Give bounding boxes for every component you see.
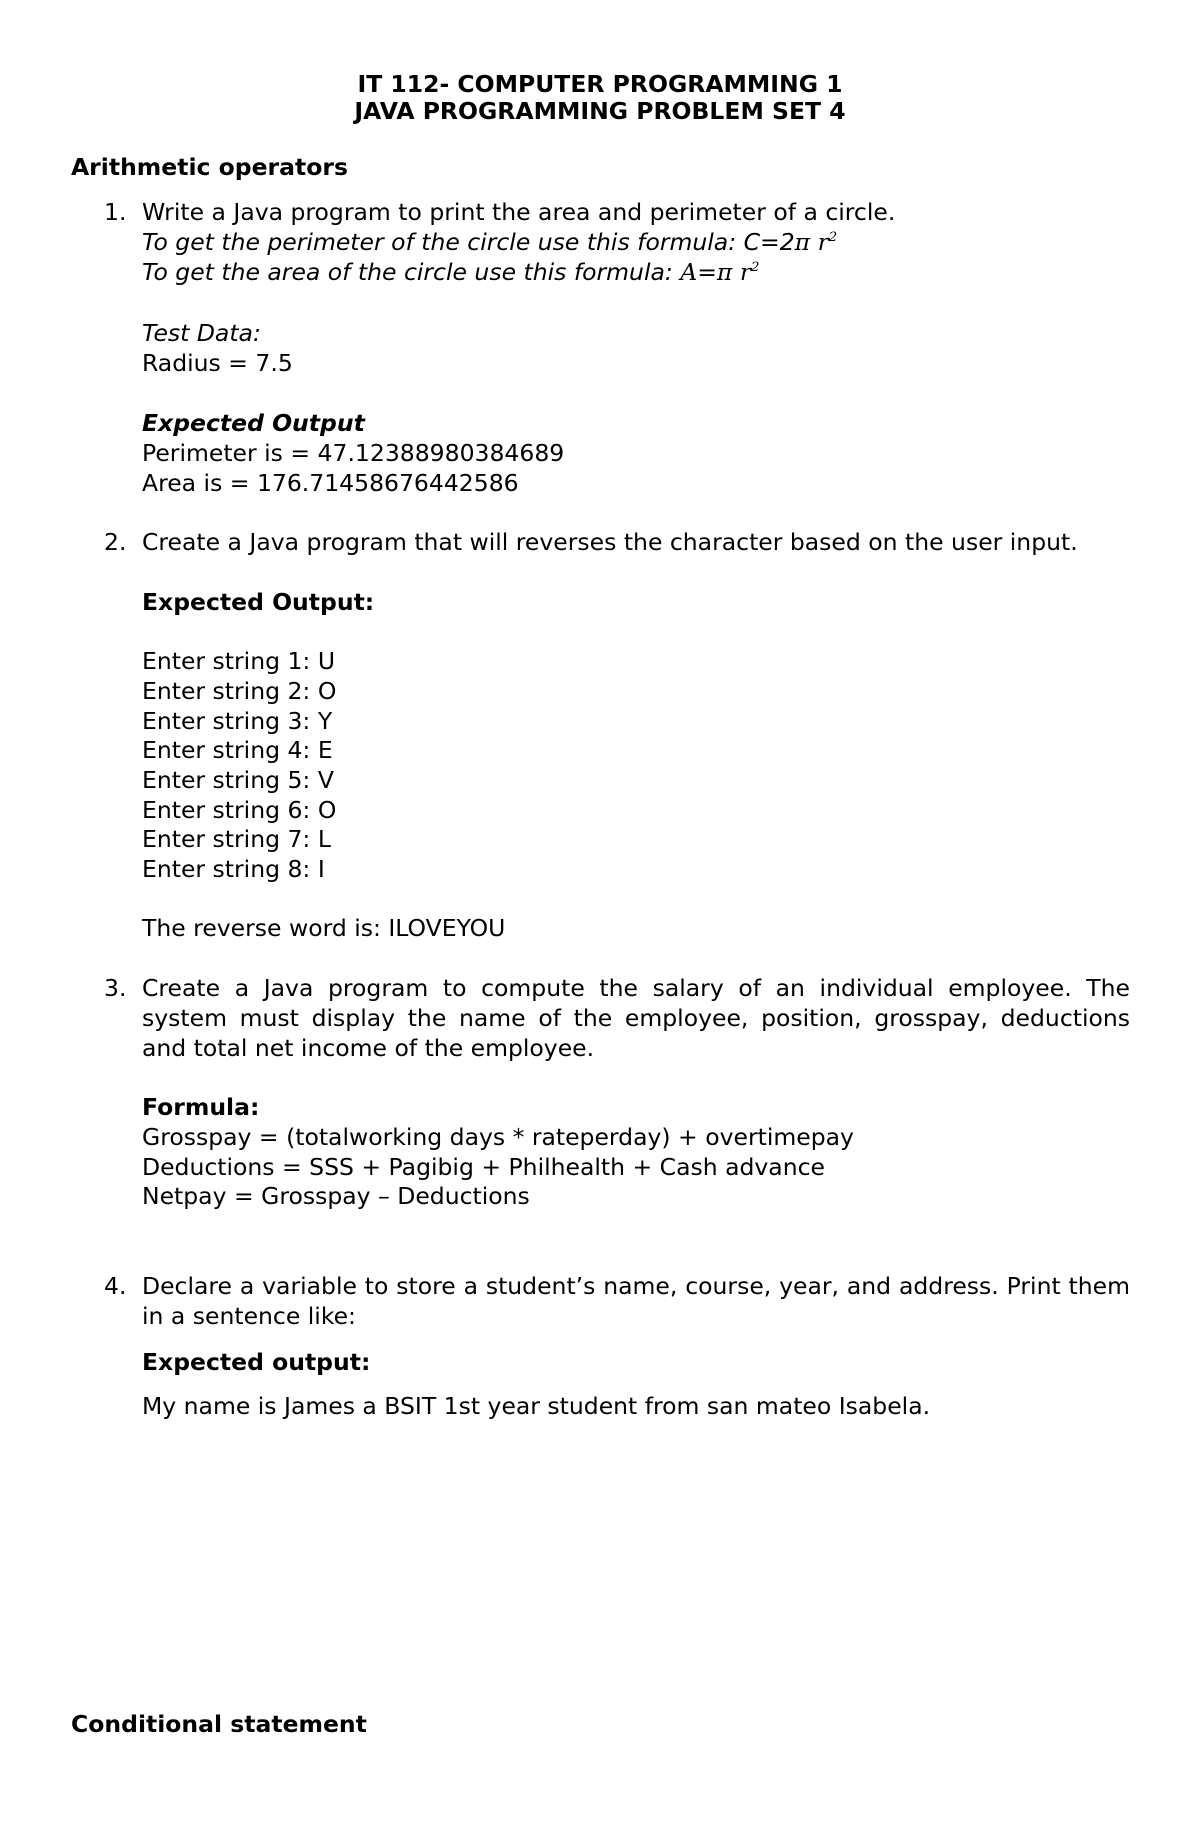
problem-1-test-value: Radius = 7.5 xyxy=(142,349,293,377)
perimeter-formula-c: C=2 xyxy=(743,228,795,256)
problem-1-area-formula xyxy=(142,257,759,287)
area-formula-a: A=π r xyxy=(680,258,752,286)
problem-4-text-line-2: in a sentence like: xyxy=(142,1302,356,1330)
problem-1-perimeter-formula xyxy=(142,227,837,257)
problem-4-number: 4. xyxy=(104,1272,127,1300)
problem-3-deductions: Deductions = SSS + Pagibig + Philhealth + Cash advance xyxy=(142,1153,825,1181)
area-formula-exponent: 2 xyxy=(751,260,760,276)
input-line: Enter string 1: U xyxy=(142,647,336,675)
problem-2-output-label: Expected Output: xyxy=(142,588,375,616)
set-title: JAVA PROGRAMMING PROBLEM SET 4 xyxy=(354,97,846,125)
problem-1-number: 1. xyxy=(104,198,127,226)
problem-1-output-area: Area is = 176.71458676442586 xyxy=(142,469,519,497)
problem-3-text-line-1: Create a Java program to compute the salary of an individual employee. The xyxy=(142,974,1130,1002)
problem-3-text-line-3: and total net income of the employee. xyxy=(142,1034,595,1062)
input-line: Enter string 4: E xyxy=(142,736,333,764)
course-title: IT 112- COMPUTER PROGRAMMING 1 xyxy=(357,70,843,98)
problem-1-output-perimeter: Perimeter is = 47.12388980384689 xyxy=(142,439,565,467)
input-line: Enter string 8: I xyxy=(142,855,325,883)
input-line: Enter string 2: O xyxy=(142,677,337,705)
area-formula-intro: To get the area of the circle use this formula: xyxy=(142,258,681,286)
problem-4-output-label: Expected output: xyxy=(142,1348,371,1376)
problem-3-number: 3. xyxy=(104,974,127,1002)
problem-4-text-line-1: Declare a variable to store a student’s name, course, year, and address. Print them xyxy=(142,1272,1130,1300)
problem-1-output-label: Expected Output xyxy=(142,409,365,437)
section-heading-arithmetic: Arithmetic operators xyxy=(71,153,348,181)
input-line: Enter string 6: O xyxy=(142,796,337,824)
problem-2-text: Create a Java program that will reverses the character based on the user input. xyxy=(142,528,1078,556)
problem-3-netpay: Netpay = Grosspay – Deductions xyxy=(142,1182,530,1210)
problem-1-text: Write a Java program to print the area and perimeter of a circle. xyxy=(142,198,896,226)
problem-4-output: My name is James a BSIT 1st year student from san mateo Isabela. xyxy=(142,1392,931,1420)
problem-1-test-label: Test Data: xyxy=(142,319,261,347)
problem-3-grosspay: Grosspay = (totalworking days * rateperday) + overtimepay xyxy=(142,1123,854,1151)
problem-2-result: The reverse word is: ILOVEYOU xyxy=(142,914,506,942)
perimeter-formula-pi-r: π r xyxy=(794,228,829,256)
section-heading-conditional: Conditional statement xyxy=(71,1710,367,1738)
problem-3-formula-label: Formula: xyxy=(142,1093,260,1121)
problem-3-text-line-2: system must display the name of the employee, position, grosspay, deductions xyxy=(142,1004,1130,1032)
problem-2-number: 2. xyxy=(104,528,127,556)
input-line: Enter string 5: V xyxy=(142,766,334,794)
perimeter-formula-exponent: 2 xyxy=(828,230,838,246)
input-line: Enter string 7: L xyxy=(142,825,331,853)
perimeter-formula-intro: To get the perimeter of the circle use this formula: xyxy=(142,228,744,256)
input-line: Enter string 3: Y xyxy=(142,707,333,735)
